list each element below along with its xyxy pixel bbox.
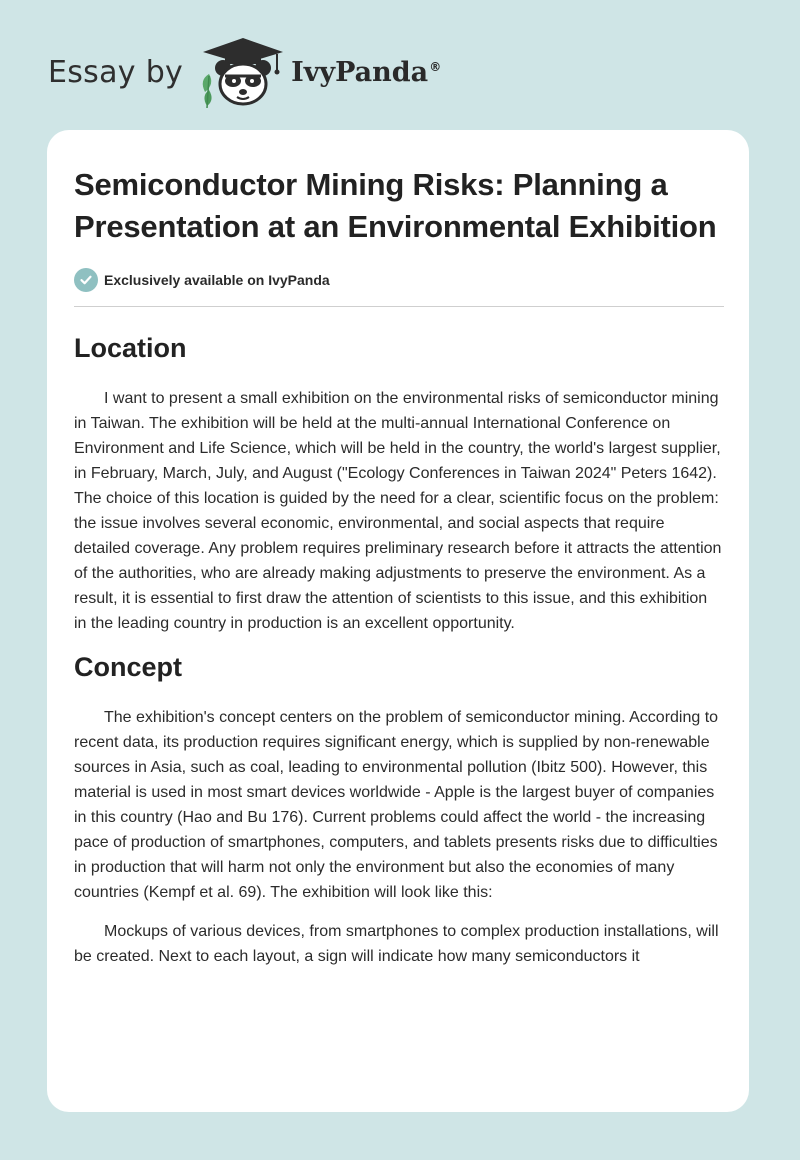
section-location <box>74 331 724 636</box>
section-concept <box>74 650 724 969</box>
essay-card <box>47 130 749 1112</box>
brand-prefix: Essay by <box>48 54 184 90</box>
exclusive-badge-text: Exclusively available on IvyPanda <box>104 272 330 288</box>
registered-mark: ® <box>429 59 442 74</box>
essay-content <box>74 164 724 983</box>
brand-name <box>291 57 441 88</box>
essay-title: Semiconductor Mining Risks: Planning a Presentation at an Environmental Exhibition <box>74 167 717 244</box>
site-header <box>0 0 800 130</box>
section-heading-concept: Concept <box>74 652 182 682</box>
paragraph: Mockups of various devices, from smartphones to complex production installations, will be created. Next to each layout, a sign will indicate how many semiconductors it <box>74 923 719 965</box>
brand-name-text: IvyPanda <box>291 56 429 88</box>
paragraph: I want to present a small exhibition on the environmental risks of semiconductor mining in Taiwan. The exhibition will be held at the multi-annual International Conference on Environment and Life Science, which will be held in the country, the world's largest supplier, in February, March, July, and August ("Ecology Conferences in Taiwan 2024" Peters 1642). The choice of this location is guided by the need for a clear, scientific focus on the problem: the issue involves several economic, environmental, and social aspects that require detailed coverage. Any problem requires preliminary research before it attracts the attention of the authorities, who are already making adjustments to preserve the environment. As a result, it is essential to first draw the attention of scientists to this issue, and this exhibition in the leading country in production is an excellent opportunity. <box>74 390 722 632</box>
check-circle-icon <box>74 268 98 292</box>
paragraph: The exhibition's concept centers on the problem of semiconductor mining. According to recent data, its production requires significant energy, which is supplied by non-renewable sources in Asia, such as coal, leading to environmental pollution (Ibitz 500). However, this material is used in most smart devices worldwide - Apple is the largest buyer of companies in this country (Hao and Bu 176). Current problems could affect the world - the increasing pace of production of smartphones, computers, and tablets presents risks due to difficulties in production that will harm not only the environment but also the economies of many countries (Kempf et al. 69). The exhibition will look like this: <box>74 709 719 901</box>
title-divider <box>74 306 724 307</box>
brand-logo-link[interactable] <box>48 34 441 110</box>
section-heading-location: Location <box>74 333 187 363</box>
panda-graduate-logo-icon <box>197 34 289 110</box>
exclusive-badge <box>74 266 724 294</box>
